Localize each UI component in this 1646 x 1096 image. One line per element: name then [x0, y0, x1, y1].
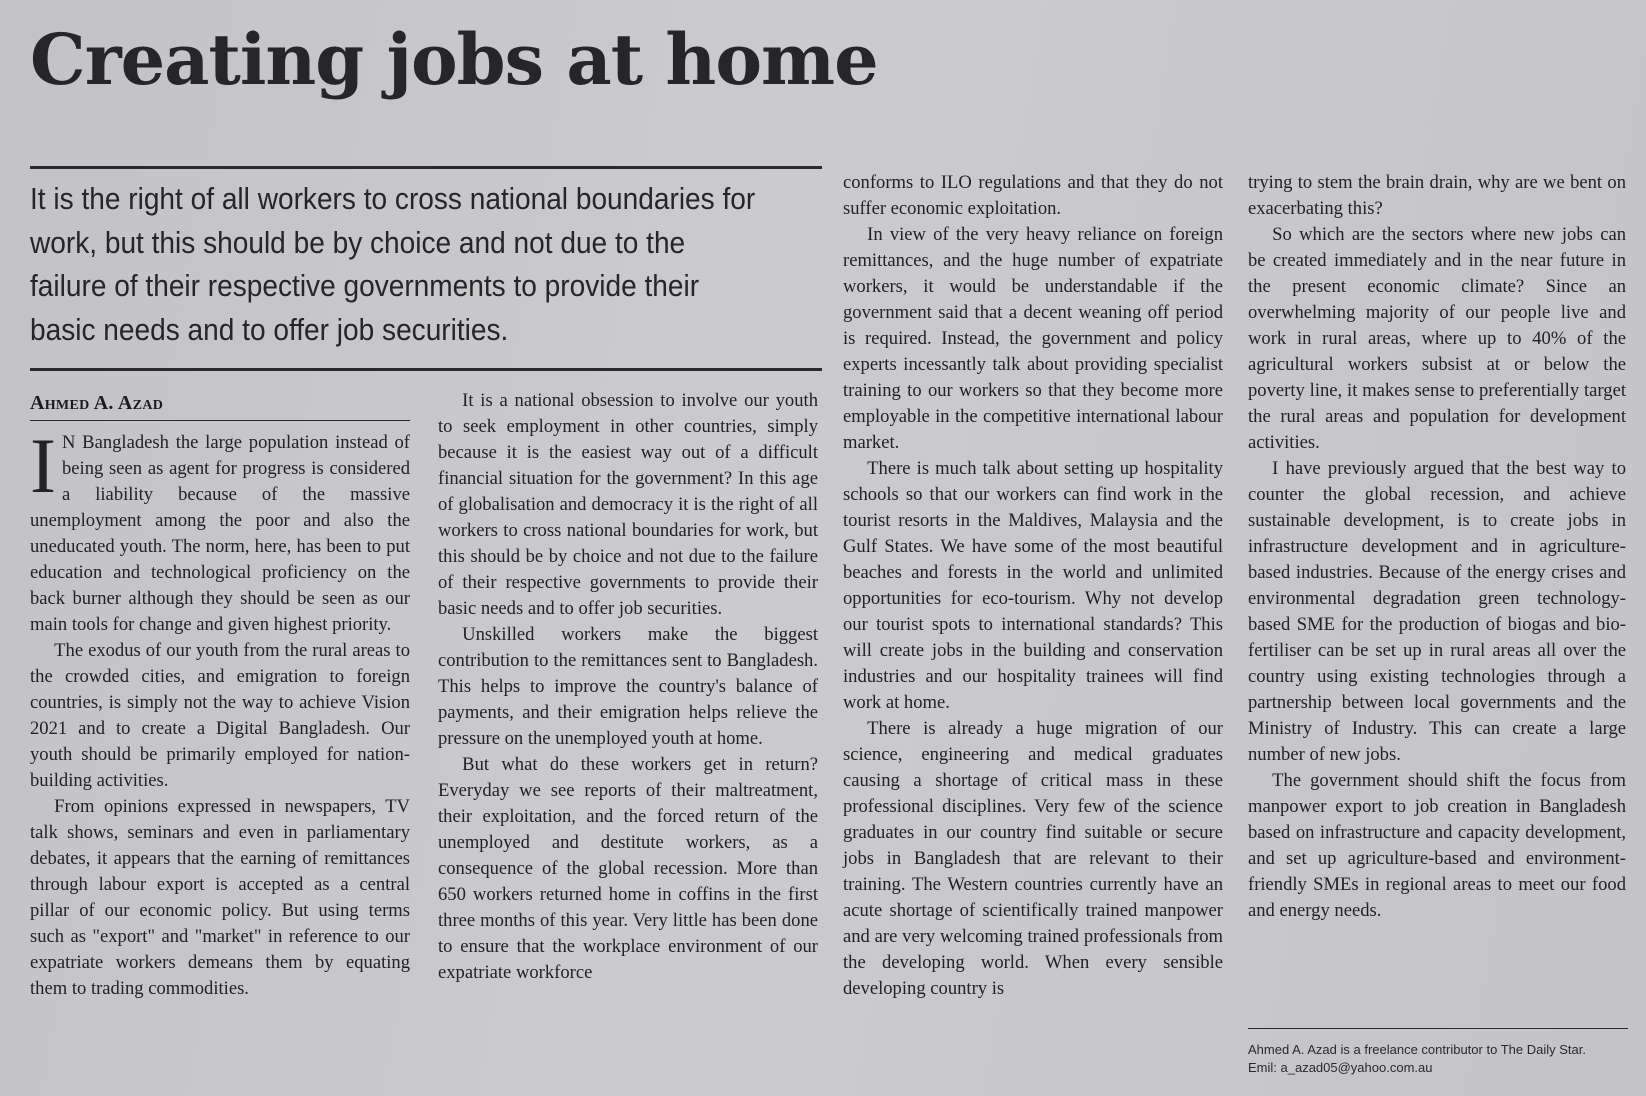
author-email: Emil: a_azad05@yahoo.com.au — [1248, 1060, 1433, 1075]
paragraph: There is much talk about setting up hospitality schools so that our workers can find work in the tourist resorts in the Maldives, Malaysia and the Gulf States. We have some of the most beautiful beaches and forests in the world and unlimited opportunities for eco-tourism. Why not develop our tourist spots to international standards? This will create jobs in the building and conservation industries and our hospitality trainees will find work at home. — [843, 458, 1223, 713]
paragraph: But what do these workers get in return? Everyday we see reports of their maltreatment, their exploitation, and the forced return of the unemployed and destitute workers, as a consequence of the global recession. More than 650 workers returned home in coffins in the first three months of this year. Very little has been done to ensure that the workplace environment of our expatriate workforce — [438, 754, 818, 983]
paragraph: From opinions expressed in newspapers, TV talk shows, seminars and even in parliamentary debates, it appears that the earning of remittances through labour export is accepted as a central pillar of our economic policy. But using terms such as "export" and "market" in reference to our expatriate workers demeans them by equating them to trading commodities. — [30, 796, 410, 999]
paragraph: I have previously argued that the best way to counter the global recession, and achieve sustainable development, is to create jobs in infrastructure development and in agriculture-based industries. Because of the energy crises and environmental degradation green technology-based SME for the production of biogas and bio-fertiliser can be set up in rural areas all over the country using existing technologies through a partnership between local governments and the Ministry of Industry. This can create a large number of new jobs. — [1248, 458, 1626, 765]
paragraph: The exodus of our youth from the rural areas to the crowded cities, and emigration to foreign countries, is simply not the way to achieve Vision 2021 and to create a Digital Bangladesh. Our youth should be primarily employed for nation-building activities. — [30, 640, 410, 791]
headline: Creating jobs at home — [30, 18, 878, 101]
footnote-rule — [1248, 1028, 1628, 1029]
paragraph: So which are the sectors where new jobs can be created immediately and in the near future in the present economic climate? Since an overwhelming majority of our people live and work in rural areas, where up to 40% of the agricultural workers subsist at or below the poverty line, it makes sense to preferentially target the rural areas and population for development activities. — [1248, 224, 1626, 453]
paragraph: There is already a huge migration of our science, engineering and medical graduates causing a shortage of critical mass in these professional disciplines. Very few of the science graduates in our country find suitable or secure jobs in Bangladesh that are relevant to their training. The Western countries currently have an acute shortage of scientifically trained manpower and are very welcoming trained professionals from the developing world. When every sensible developing country is — [843, 718, 1223, 999]
paragraph: conforms to ILO regulations and that they do not suffer economic exploitation. — [843, 172, 1223, 219]
byline-rule — [30, 420, 410, 421]
paragraph: The government should shift the focus from manpower export to job creation in Bangladesh based on infrastructure and capacity development, and set up agriculture-based and environment-friendly SMEs in regional areas to meet our food and energy needs. — [1248, 770, 1626, 921]
article-column-4 — [1248, 170, 1626, 924]
article-column-1 — [30, 422, 410, 1002]
paragraph: Unskilled workers make the biggest contribution to the remittances sent to Bangladesh. This helps to improve the country's balance of payments, and their emigration helps relieve the pressure on the unemployed youth at home. — [438, 624, 818, 749]
article-column-2 — [438, 388, 818, 986]
standfirst: It is the right of all workers to cross national boundaries for work, but this should be by choice and not due to the failure of their respective governments to provide their basic needs and to offer job securities. — [30, 182, 756, 347]
article-column-3 — [843, 170, 1223, 1002]
standfirst-bottom-rule — [30, 368, 822, 371]
author-bio: Ahmed A. Azad is a freelance contributor to The Daily Star. — [1248, 1042, 1586, 1057]
paragraph-text: N Bangladesh the large population instead of being seen as agent for progress is considered a liability because of the massive unemployment among the poor and also the uneducated youth. The norm, here, has been to put education and technological proficiency on the back burner although they should be seen as our main tools for change and given highest priority. — [30, 432, 410, 635]
paragraph: In view of the very heavy reliance on foreign remittances, and the huge number of expatriate workers, it would be understandable if the government said that a decent weaning off period is required. Instead, the government and policy experts incessantly talk about providing specialist training to our workers so that they become more employable in the competitive international labour market. — [843, 224, 1223, 453]
standfirst-top-rule — [30, 166, 822, 169]
paragraph: trying to stem the brain drain, why are we bent on exacerbating this? — [1248, 172, 1626, 219]
byline: Ahmed A. Azad — [30, 392, 164, 414]
paragraph: It is a national obsession to involve our youth to seek employment in other countries, simply because it is the easiest way out of a difficult financial situation for the government? In this age of globalisation and democracy it is the right of all workers to cross national boundaries for work, but this should be by choice and not due to the failure of their respective governments to provide their basic needs and to offer job securities. — [438, 390, 818, 619]
paragraph — [30, 422, 410, 638]
author-footnote — [1248, 1041, 1628, 1077]
drop-cap: I — [30, 422, 56, 509]
